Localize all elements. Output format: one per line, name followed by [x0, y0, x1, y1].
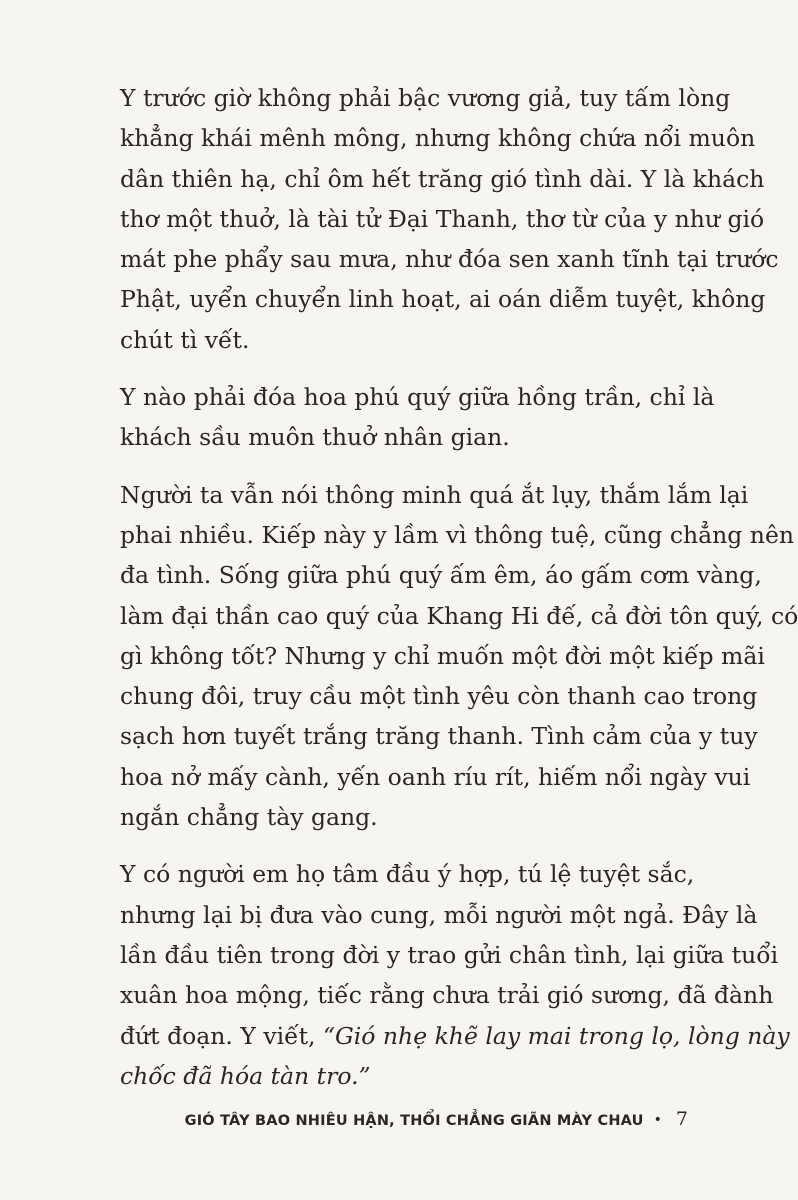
- text-line: Phật, uyển chuyển linh hoạt, ai oán diễm tuyệt, không: [120, 285, 766, 314]
- text-line: khách sầu muôn thuở nhân gian.: [120, 423, 510, 452]
- page-number: 7: [675, 1108, 688, 1130]
- running-title: GIÓ TÂY BAO NHIÊU HẬN, THỔI CHẲNG GIÃN MÀY CHAU: [184, 1113, 644, 1129]
- text-line: Người ta vẫn nói thông minh quá ắt lụy, thắm lắm lại: [120, 480, 749, 509]
- paragraph-4: [120, 854, 790, 1096]
- paragraph-1: [120, 78, 779, 360]
- text-line: lần đầu tiên trong đời y trao gửi chân tình, lại giữa tuổi: [120, 940, 779, 969]
- bullet-separator: •: [653, 1112, 662, 1128]
- text-line: đa tình. Sống giữa phú quý ấm êm, áo gấm cơm vàng,: [120, 561, 762, 590]
- text-line: Y nào phải đóa hoa phú quý giữa hồng trần, chỉ là: [120, 383, 715, 412]
- body-text: [120, 78, 798, 1096]
- text-line: chút tì vết.: [120, 325, 250, 354]
- text-line: Y có người em họ tâm đầu ý hợp, tú lệ tuyệt sắc,: [120, 860, 695, 889]
- text-line: [120, 1016, 790, 1056]
- text-line: thơ một thuở, là tài tử Đại Thanh, thơ từ của y như gió: [120, 204, 765, 233]
- quote-text: “Gió nhẹ khẽ lay mai trong lọ, lòng này: [323, 1021, 790, 1050]
- text-line: xuân hoa mộng, tiếc rằng chưa trải gió sương, đã đành: [120, 981, 774, 1010]
- paragraph-2: [120, 377, 715, 458]
- text-line: sạch hơn tuyết trắng trăng thanh. Tình cảm của y tuy: [120, 722, 758, 751]
- text-line: khẳng khái mênh mông, nhưng không chứa nổi muôn: [120, 124, 756, 153]
- quote-text: chốc đã hóa tàn tro.”: [120, 1061, 371, 1090]
- text-line: ngắn chẳng tày gang.: [120, 803, 378, 832]
- page-footer: [0, 1108, 688, 1130]
- text-line: nhưng lại bị đưa vào cung, mỗi người một ngả. Đây là: [120, 900, 758, 929]
- paragraph-3: [120, 475, 798, 838]
- text-line-plain: đứt đoạn. Y viết,: [120, 1021, 323, 1050]
- text-line: phai nhiều. Kiếp này y lầm vì thông tuệ, cũng chẳng nên: [120, 520, 794, 549]
- text-line: dân thiên hạ, chỉ ôm hết trăng gió tình dài. Y là khách: [120, 164, 765, 193]
- text-line: hoa nở mấy cành, yến oanh ríu rít, hiếm nổi ngày vui: [120, 762, 751, 791]
- text-line: Y trước giờ không phải bậc vương giả, tuy tấm lòng: [120, 84, 731, 112]
- text-line: chung đôi, truy cầu một tình yêu còn thanh cao trong: [120, 682, 758, 711]
- text-line: làm đại thần cao quý của Khang Hi đế, cả đời tôn quý, có: [120, 601, 798, 630]
- text-line: mát phe phẩy sau mưa, như đóa sen xanh tĩnh tại trước: [120, 245, 779, 274]
- text-line: gì không tốt? Nhưng y chỉ muốn một đời một kiếp mãi: [120, 641, 765, 670]
